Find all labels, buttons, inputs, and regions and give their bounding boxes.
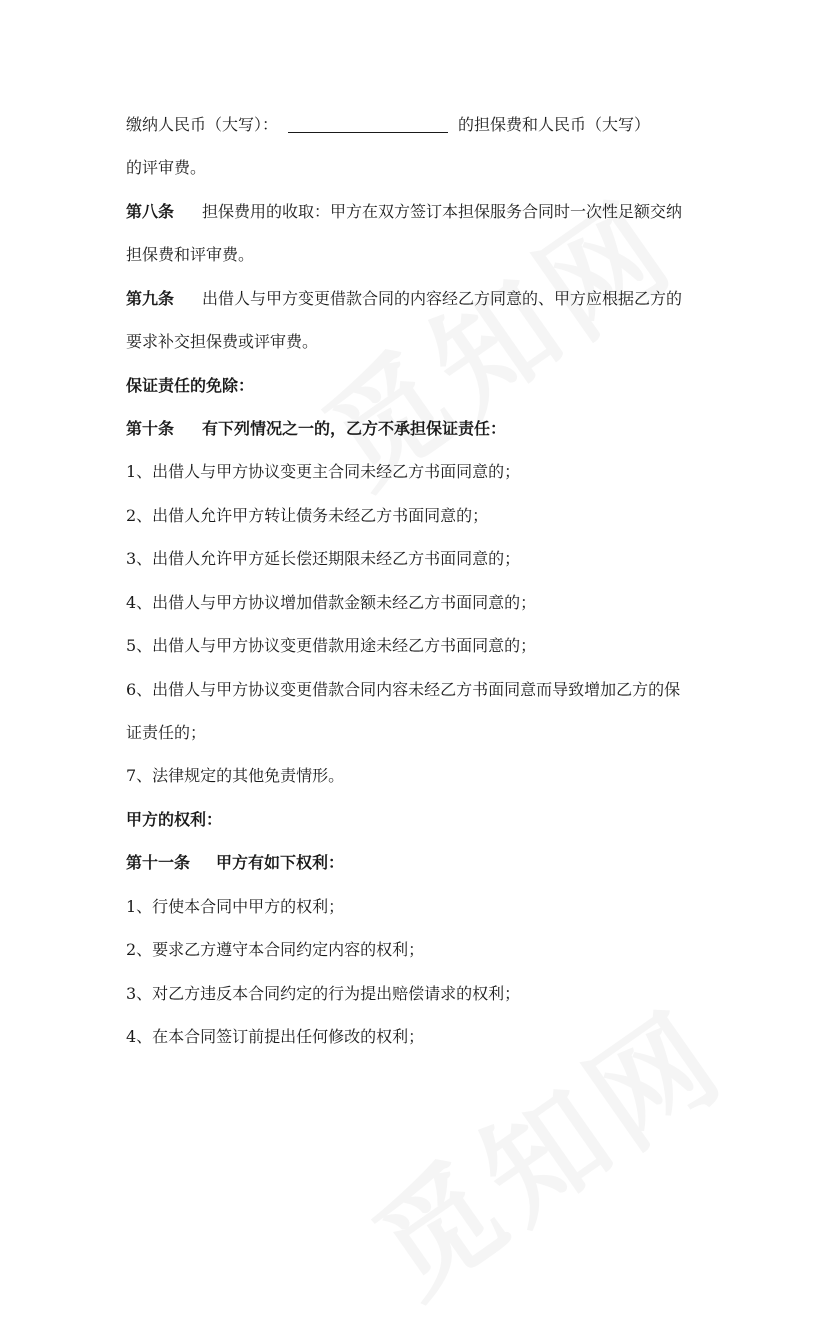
paragraph-line [126, 114, 650, 136]
article-label: 第八条 [126, 202, 175, 221]
list-item: 5、出借人与甲方协议变更借款用途未经乙方书面同意的； [126, 636, 537, 655]
article-text: 有下列情况之一的，乙方不承担保证责任： [202, 419, 507, 438]
watermark-bottom [336, 964, 754, 1328]
article-label: 第十一条 [126, 853, 191, 872]
section-heading-exemption: 保证责任的免除： [126, 376, 255, 395]
list-item: 4、出借人与甲方协议增加借款金额未经乙方书面同意的； [126, 593, 537, 612]
article-9 [126, 288, 682, 310]
list-item: 4、在本合同签订前提出任何修改的权利； [126, 1027, 425, 1046]
list-item: 2、要求乙方遵守本合同约定内容的权利； [126, 940, 425, 959]
paragraph-line: 要求补交担保费或评审费。 [126, 332, 319, 351]
list-item: 3、出借人允许甲方延长偿还期限未经乙方书面同意的； [126, 549, 521, 568]
paragraph-line: 担保费和评审费。 [126, 245, 255, 264]
list-item: 2、出借人允许甲方转让债务未经乙方书面同意的； [126, 506, 489, 525]
article-label: 第十条 [126, 419, 175, 438]
list-item: 1、出借人与甲方协议变更主合同未经乙方书面同意的； [126, 462, 521, 481]
article-10 [126, 418, 506, 440]
article-text: 担保费用的收取：甲方在双方签订本担保服务合同时一次性足额交纳 [202, 202, 683, 221]
list-item: 7、法律规定的其他免责情形。 [126, 766, 345, 785]
fee-text-b: 的担保费和人民币（大写） [458, 115, 651, 134]
list-item: 6、出借人与甲方协议变更借款合同内容未经乙方书面同意而导致增加乙方的保 [126, 680, 681, 699]
article-label: 第九条 [126, 289, 175, 308]
article-text: 出借人与甲方变更借款合同的内容经乙方同意的、甲方应根据乙方的 [202, 289, 683, 308]
list-item: 3、对乙方违反本合同约定的行为提出赔偿请求的权利； [126, 984, 521, 1003]
list-item-continuation: 证责任的； [126, 723, 207, 742]
paragraph-line: 的评审费。 [126, 158, 207, 177]
list-item: 1、行使本合同中甲方的权利； [126, 897, 345, 916]
amount-blank [288, 116, 448, 133]
article-11 [126, 852, 344, 874]
section-heading-rights: 甲方的权利： [126, 810, 223, 829]
article-8 [126, 201, 682, 223]
fee-text-a: 缴纳人民币（大写）： [126, 115, 279, 134]
article-text: 甲方有如下权利： [216, 853, 345, 872]
